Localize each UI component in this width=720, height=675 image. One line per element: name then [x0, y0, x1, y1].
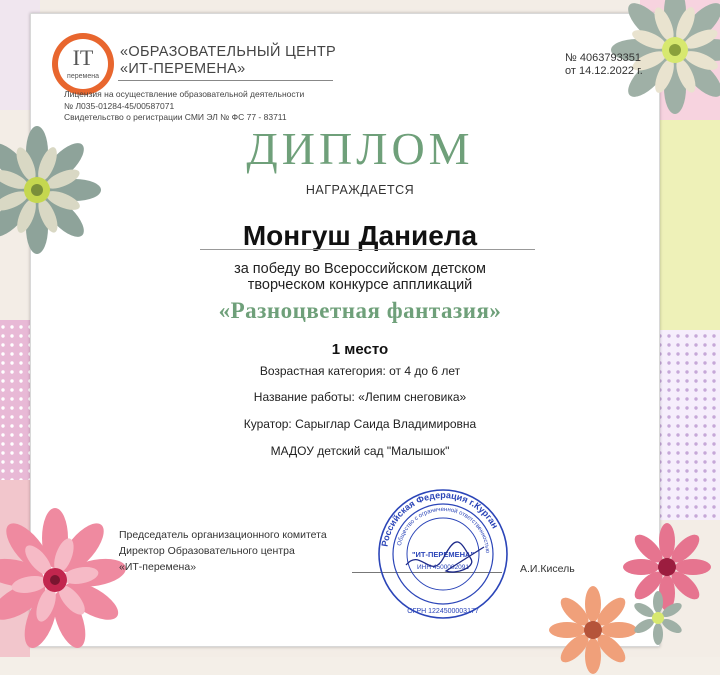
signature-line2: Директор Образовательного центра [119, 545, 295, 557]
recipient-underline [200, 249, 535, 250]
flower-bottom-right-orange-icon [548, 585, 638, 675]
place-award: 1 место [331, 341, 389, 358]
curator: Куратор: Сарыглар Саида Владимировна [243, 417, 477, 431]
awarded-label: НАГРАЖДАЕТСЯ [305, 183, 415, 197]
organization-divider [118, 80, 333, 81]
document-number-block [565, 52, 643, 78]
victory-text [0, 261, 720, 293]
age-category: Возрастная категория: от 4 до 6 лет [259, 364, 461, 378]
organization-name-line2: «ИТ-ПЕРЕМЕНА» [120, 61, 246, 77]
official-stamp [376, 487, 510, 621]
license-info [64, 89, 304, 124]
flower-bottom-right-small-icon [630, 590, 686, 646]
logo-subtext: перемена [67, 73, 99, 80]
organization-logo [52, 33, 114, 95]
recipient-name: Монгуш Даниела [242, 220, 478, 251]
flower-bottom-left-icon [0, 505, 130, 655]
institution: МАДОУ детский сад "Малышок" [270, 444, 450, 458]
organization-name-line1: «ОБРАЗОВАТЕЛЬНЫЙ ЦЕНТР [120, 44, 336, 60]
diploma-title: ДИПЛОМ [246, 123, 474, 174]
victory-line1: за победу во Всероссийском детском [234, 261, 486, 277]
stamp-inn: ИНН 4500002091 [416, 564, 470, 571]
signature-title-block [119, 527, 327, 575]
contest-name: «Разноцветная фантазия» [218, 298, 502, 323]
signature-line3: «ИТ-перемена» [119, 561, 197, 573]
logo-text: IT [72, 45, 94, 70]
registration-line: Свидетельство о регистрации СМИ ЭЛ № ФС 77 - 83711 [64, 112, 287, 122]
organization-name [120, 44, 336, 78]
stamp-outer-text: Российская Федерация г.Курган [379, 489, 501, 548]
document-date: от 14.12.2022 г. [565, 65, 643, 77]
document-number: № 4063793351 [565, 52, 642, 64]
stamp-ogrn: ОГРН 1224500003177 [407, 608, 479, 615]
victory-line2: творческом конкурсе аппликаций [247, 277, 473, 293]
license-line2: № Л035-01284-45/00587071 [64, 100, 175, 111]
stamp-middle-text: Общество с ограниченной ответственностью [396, 506, 491, 554]
stamp-center-text: "ИТ-ПЕРЕМЕНА" [411, 550, 475, 559]
work-title: Название работы: «Лепим снеговика» [253, 390, 467, 404]
signer-name: А.И.Кисель [520, 563, 575, 575]
license-line1: Лицензия на осуществление образовательной деятельности [64, 89, 305, 99]
signature-line1: Председатель организационного комитета [119, 529, 327, 541]
svg-text:Общество с ограниченной ответс [397, 507, 490, 554]
